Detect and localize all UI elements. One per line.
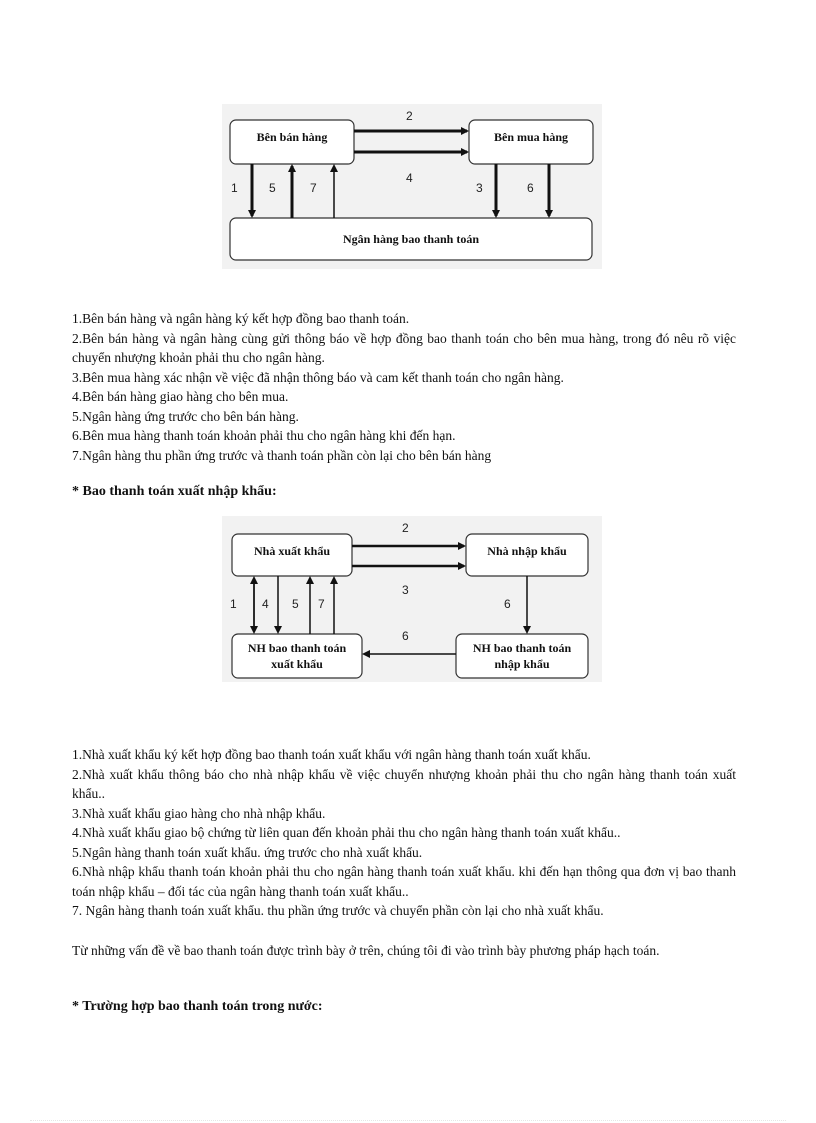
label-7: 7 xyxy=(318,597,325,611)
section-heading-import-export: * Bao thanh toán xuất nhập khẩu: xyxy=(72,484,277,499)
importer-label: Nhà nhập khẩu xyxy=(487,544,567,558)
export-bank-label-1: NH bao thanh toán xyxy=(247,641,347,655)
list-item: 5.Ngân hàng ứng trước cho bên bán hàng. xyxy=(72,408,299,424)
list-item: 1.Bên bán hàng và ngân hàng ký kết hợp đồng bao thanh toán. xyxy=(72,311,410,326)
list-item: 3.Bên mua hàng xác nhận về việc đã nhận thông báo và cam kết thanh toán cho ngân hàng. xyxy=(72,369,564,385)
exporter-label: Nhà xuất khẩu xyxy=(253,544,331,558)
bank-label: Ngân hàng bao thanh toán xyxy=(342,232,480,246)
label-1: 1 xyxy=(231,181,238,195)
label-6: 6 xyxy=(527,181,534,195)
list-item: 7.Ngân hàng thu phần ứng trước và thanh toán phần còn lại cho bên bán hàng xyxy=(72,447,492,463)
conclusion-paragraph xyxy=(72,941,736,961)
list-item: 5.Ngân hàng thanh toán xuất khẩu. ứng trước cho nhà xuất khẩu. xyxy=(72,844,423,860)
label-4: 4 xyxy=(262,597,269,611)
export-bank-label-2: xuất khẩu xyxy=(271,657,323,671)
list-item: 4.Nhà xuất khẩu giao bộ chứng từ liên quan đến khoản phải thu cho ngân hàng thanh toán xuất khẩu.. xyxy=(72,825,621,840)
label-3: 3 xyxy=(402,583,409,597)
label-5: 5 xyxy=(269,181,276,195)
section-heading-domestic: * Trường hợp bao thanh toán trong nước: xyxy=(72,999,323,1014)
list-item: 2.Bên bán hàng và ngân hàng cùng gửi thông báo về hợp đồng bao thanh toán cho bên mua hàng, trong đó nêu rõ việc chuyển nhượng khoản phải thu cho ngân hàng. xyxy=(72,330,736,365)
import-bank-label-2: nhập khẩu xyxy=(494,657,550,671)
list-item: 2.Nhà xuất khẩu thông báo cho nhà nhập khẩu về việc chuyển nhượng khoản phải thu cho ngân hàng thanh toán xuất khẩu.. xyxy=(72,766,736,801)
label-2: 2 xyxy=(406,109,413,123)
list-item: 7. Ngân hàng thanh toán xuất khẩu. thu phần ứng trước và chuyển phần còn lại cho nhà xuất khẩu. xyxy=(72,903,604,918)
conclusion-text: Từ những vấn đề về bao thanh toán được trình bày ở trên, chúng tôi đi vào trình bày phương pháp hạch toán. xyxy=(72,943,660,958)
label-5: 5 xyxy=(292,597,299,611)
domestic-factoring-diagram xyxy=(222,104,602,269)
import-bank-label-1: NH bao thanh toán xyxy=(472,641,572,655)
label-4: 4 xyxy=(406,171,413,185)
label-7: 7 xyxy=(310,181,317,195)
page-footer-divider xyxy=(30,1120,786,1121)
list-item: 3.Nhà xuất khẩu giao hàng cho nhà nhập khẩu. xyxy=(72,805,326,821)
buyer-label: Bên mua hàng xyxy=(493,130,569,144)
list-item: 4.Bên bán hàng giao hàng cho bên mua. xyxy=(72,389,289,404)
label-6-bottom: 6 xyxy=(402,629,409,643)
list-item: 6.Bên mua hàng thanh toán khoản phải thu cho ngân hàng khi đến hạn. xyxy=(72,428,456,443)
label-1: 1 xyxy=(230,597,237,611)
import-export-factoring-diagram xyxy=(222,516,602,682)
label-2: 2 xyxy=(402,521,409,535)
domestic-steps-list xyxy=(72,309,736,465)
label-6-right: 6 xyxy=(504,597,511,611)
list-item: 1.Nhà xuất khẩu ký kết hợp đồng bao thanh toán xuất khẩu với ngân hàng thanh toán xuất khẩu. xyxy=(72,747,591,762)
label-3: 3 xyxy=(476,181,483,195)
list-item: 6.Nhà nhập khẩu thanh toán khoản phải thu cho ngân hàng thanh toán xuất khẩu. khi đến hạn thông qua đơn vị bao thanh toán nhập khẩu – đối tác của ngân hàng thanh toán xuất khẩu.. xyxy=(72,864,736,899)
import-export-steps-list xyxy=(72,745,736,921)
seller-label: Bên bán hàng xyxy=(256,130,328,144)
